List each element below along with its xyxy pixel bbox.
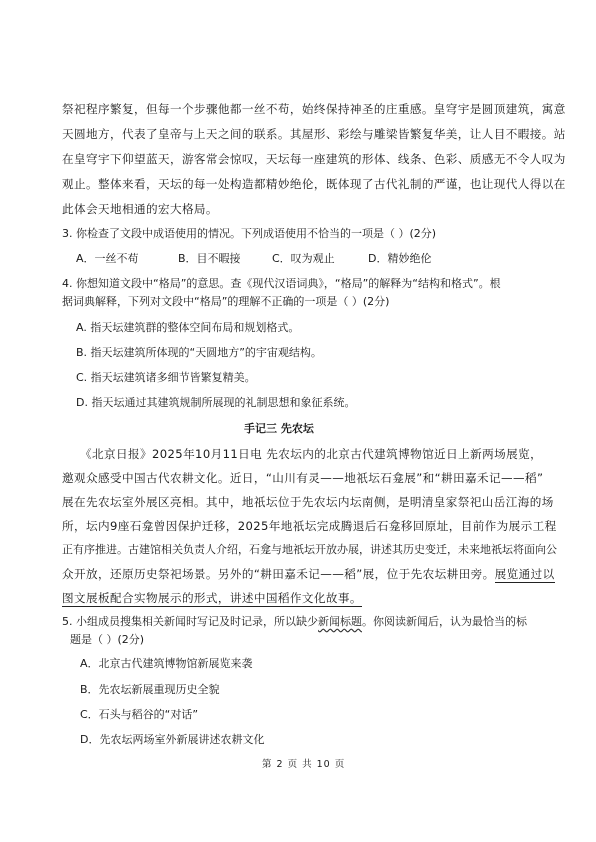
passage-line-1: 祭祀程序繁复，但每一个步骤他都一丝不苟，始终保持神圣的庄重感。皇穹宇是圆顶建筑，寓意 bbox=[62, 102, 566, 116]
question-5-stem-part-2: 。你阅读新闻后，认为最恰当的标 bbox=[362, 615, 527, 628]
question-5-option-b[interactable]: B．先农坛新展重现历史全貌 bbox=[80, 683, 220, 696]
question-5-option-a[interactable]: A．北京古代建筑博物馆新展览来袭 bbox=[80, 657, 253, 670]
question-5-stem-part-1: 5. 小组成员搜集相关新闻时写记及时记录，所以缺少 bbox=[62, 615, 318, 628]
news-line-5: 正有序推进。古建馆相关负责人介绍，石龛与地祇坛开放办展，讲述其历史变迁，未来地祇坛将面向公 bbox=[62, 543, 557, 556]
question-5-option-d[interactable]: D．先农坛两场室外新展讲述农耕文化 bbox=[80, 733, 265, 746]
passage-line-3: 在皇穹宇下仰望蓝天，游客常会惊叹，天坛每一座建筑的形体、线条、色彩、质感无不令人叹为 bbox=[62, 152, 566, 166]
question-4-option-b[interactable]: B. 指天坛建筑所体现的“天圆地方”的宇宙观结构。 bbox=[76, 346, 322, 359]
news-line-7-underlined: 图文展板配合实物展示的形式，讲述中国稻作文化故事。 bbox=[62, 591, 362, 605]
question-3-option-a[interactable]: A．一丝不苟 bbox=[76, 252, 139, 265]
news-line-6 bbox=[62, 566, 555, 582]
passage-line-2: 天圆地方，代表了皇帝与上天之间的联系。其屋形、彩绘与雕梁皆繁复华美，让人目不暇接。站 bbox=[62, 127, 566, 141]
question-4-option-c[interactable]: C. 指天坛建筑诸多细节皆繁复精美。 bbox=[76, 371, 256, 384]
news-line-3: 展在先农坛室外展区亮相。其中，地祇坛位于先农坛内坛南侧，是明清皇家祭祀山岳江海的场 bbox=[62, 495, 554, 509]
news-line-4: 所，坛内9座石龛曾因保护迁移，2025年地祇坛完成腾退后石龛移回原址，目前作为展示工程 bbox=[62, 519, 557, 533]
news-line-2: 邀观众感受中国古代农耕文化。近日，“山川有灵——地祇坛石龛展”和“耕田嘉禾记——稻” bbox=[62, 471, 544, 485]
question-4-option-a[interactable]: A. 指天坛建筑群的整体空间布局和规划格式。 bbox=[76, 321, 300, 334]
question-4-stem-line-1: 4. 你想知道文段中“格局”的意思。查《现代汉语词典》，“格局”的解释为“结构和格式”。根 bbox=[62, 277, 501, 290]
news-line-6-text: 众开放，还原历史祭祀场景。另外的“耕田嘉禾记——稻”展，位于先农坛耕田旁。 bbox=[62, 567, 495, 581]
news-line-1: 《北京日报》2025年10月11日电 先农坛内的北京古代建筑博物馆近日上新两场展览， bbox=[80, 447, 543, 461]
section-3-title: 手记三 先农坛 bbox=[244, 422, 314, 435]
question-5-stem-line-2: 题是（ ）(2分) bbox=[70, 633, 145, 646]
question-3-option-b[interactable]: B．目不暇接 bbox=[178, 252, 241, 265]
question-4-stem-line-2: 据词典解释，下列对文段中“格局”的理解不正确的一项是（ ）(2分) bbox=[62, 295, 390, 308]
question-5-stem-line-1 bbox=[62, 614, 527, 630]
question-5-option-c[interactable]: C．石头与稻谷的“对话” bbox=[80, 708, 199, 721]
passage-line-4: 观止。整体来看，天坛的每一处构造都精妙绝伦，既体现了古代礼制的严谨，也让现代人得以在 bbox=[62, 177, 566, 191]
news-line-7 bbox=[62, 590, 362, 606]
question-3-option-d[interactable]: D．精妙绝伦 bbox=[368, 252, 432, 265]
passage-line-5: 此体会天地相通的宏大格局。 bbox=[62, 202, 218, 216]
question-3-stem: 3. 你检查了文段中成语使用的情况。下列成语使用不恰当的一项是（ ）(2分) bbox=[62, 227, 437, 240]
question-4-option-d[interactable]: D. 指天坛通过其建筑规制所展现的礼制思想和象征系统。 bbox=[76, 396, 356, 409]
page-footer: 第 2 页 共 10 页 bbox=[262, 759, 346, 770]
question-3-option-c[interactable]: C．叹为观止 bbox=[272, 252, 335, 265]
question-5-stem-highlight: 新闻标题 bbox=[318, 615, 362, 628]
news-line-6-underlined: 展览通过以 bbox=[494, 567, 555, 581]
